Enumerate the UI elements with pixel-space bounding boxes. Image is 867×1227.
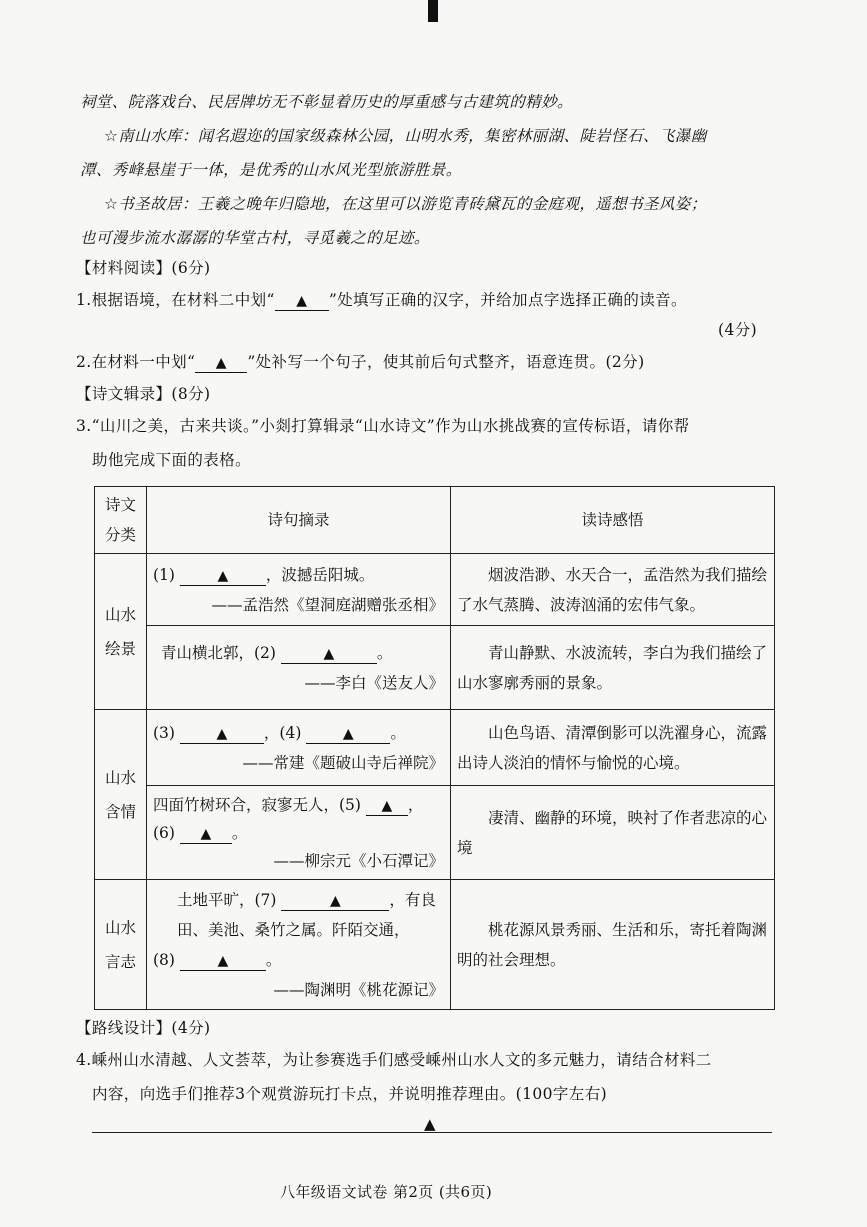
header-insight: 读诗感悟 bbox=[451, 487, 775, 554]
section-heading-route: 【路线设计】(4分) bbox=[76, 1019, 211, 1037]
poem-table bbox=[94, 486, 775, 1010]
table-row bbox=[95, 710, 775, 786]
table-row bbox=[95, 880, 775, 1010]
question-3-line-2: 助他完成下面的表格。 bbox=[92, 451, 252, 469]
answer-blank[interactable] bbox=[180, 566, 266, 586]
triangle-icon: ▲ bbox=[330, 892, 341, 909]
answer-blank[interactable] bbox=[281, 644, 377, 664]
section-heading-poems: 【诗文辑录】(8分) bbox=[76, 385, 211, 403]
poem-source: ——柳宗元《小石潭记》 bbox=[273, 851, 444, 870]
table-row bbox=[95, 786, 775, 880]
table-row bbox=[95, 554, 775, 626]
triangle-icon: ▲ bbox=[323, 645, 335, 662]
page-footer: 八年级语文试卷 第2页 (共6页) bbox=[280, 1183, 493, 1201]
triangle-icon: ▲ bbox=[200, 825, 212, 842]
triangle-icon: ▲ bbox=[424, 1115, 436, 1133]
triangle-icon: ▲ bbox=[296, 293, 308, 309]
triangle-icon: ▲ bbox=[216, 725, 228, 742]
q1-suffix: ”处填写正确的汉字，并给加点字选择正确的读音。 bbox=[328, 291, 687, 309]
insight-cell: 烟波浩渺、水天合一，孟浩然为我们描绘了水气蒸腾、波涛汹涌的宏伟气象。 bbox=[451, 554, 775, 626]
triangle-icon: ▲ bbox=[217, 952, 229, 969]
table-row bbox=[95, 626, 775, 710]
top-registration-mark bbox=[428, 0, 438, 22]
poem-source: ——孟浩然《望洞庭湖赠张丞相》 bbox=[211, 595, 444, 614]
triangle-icon: ▲ bbox=[381, 797, 393, 814]
excerpt-cell: 四面竹树环合，寂寥无人，(5) ▲ ， (6) ▲ 。 ——柳宗元《小石潭记》 bbox=[147, 786, 451, 880]
nanshan-line-1: ☆南山水库：闻名遐迩的国家级森林公园，山明水秀，集密林丽湖、陡岩怪石、飞瀑幽 bbox=[104, 127, 707, 145]
category-emotion: 山水含情 bbox=[95, 710, 147, 880]
question-2 bbox=[76, 352, 645, 373]
table-header-row bbox=[95, 487, 775, 554]
answer-blank[interactable] bbox=[275, 291, 329, 311]
q1-score: (4分) bbox=[718, 321, 758, 339]
answer-line[interactable] bbox=[92, 1132, 772, 1133]
answer-blank[interactable] bbox=[366, 796, 408, 816]
excerpt-cell: 青山横北郭，(2) ▲ 。 ——李白《送友人》 bbox=[147, 626, 451, 710]
shusheng-line-2: 也可漫步流水潺潺的华堂古村，寻觅羲之的足迹。 bbox=[80, 229, 430, 247]
excerpt-cell: (1) ▲ ，波撼岳阳城。 ——孟浩然《望洞庭湖赠张丞相》 bbox=[147, 554, 451, 626]
header-category: 诗文分类 bbox=[95, 487, 147, 554]
poem-source: ——李白《送友人》 bbox=[304, 673, 444, 692]
category-aspiration: 山水言志 bbox=[95, 880, 147, 1010]
insight-cell: 青山静默、水波流转，李白为我们描绘了山水寥廓秀丽的景象。 bbox=[451, 626, 775, 710]
answer-blank[interactable] bbox=[281, 891, 389, 911]
answer-blank[interactable] bbox=[195, 353, 247, 373]
poem-source: ——陶渊明《桃花源记》 bbox=[273, 980, 444, 999]
excerpt-cell: 土地平旷，(7) ▲ ，有良田、美池、桑竹之属。阡陌交通， (8) ▲ 。 ——陶渊明《桃花源记》 bbox=[147, 880, 451, 1010]
answer-blank[interactable] bbox=[180, 824, 232, 844]
insight-cell: 桃花源风景秀丽、生活和乐，寄托着陶渊明的社会理想。 bbox=[451, 880, 775, 1010]
nanshan-line-2: 潭、秀峰悬崖于一体，是优秀的山水风光型旅游胜景。 bbox=[80, 161, 462, 179]
shusheng-line-1: ☆书圣故居：王羲之晚年归隐地，在这里可以游览青砖黛瓦的金庭观，遥想书圣风姿； bbox=[104, 195, 707, 213]
question-4-line-1: 4.嵊州山水清越、人文荟萃，为让参赛选手们感受嵊州山水人文的多元魅力，请结合材料二 bbox=[76, 1051, 712, 1069]
section-heading-reading: 【材料阅读】(6分) bbox=[76, 259, 211, 277]
answer-blank[interactable] bbox=[306, 724, 390, 744]
insight-cell: 山色鸟语、清潭倒影可以洗濯身心，流露出诗人淡泊的情怀与愉悦的心境。 bbox=[451, 710, 775, 786]
category-scenery: 山水绘景 bbox=[95, 554, 147, 710]
question-3-line-1: 3.“山川之美，古来共谈。”小剡打算辑录“山水诗文”作为山水挑战赛的宣传标语，请你帮 bbox=[76, 417, 690, 435]
header-excerpt: 诗句摘录 bbox=[147, 487, 451, 554]
question-1 bbox=[76, 290, 687, 311]
answer-blank[interactable] bbox=[180, 951, 266, 971]
triangle-icon: ▲ bbox=[217, 567, 229, 584]
insight-cell: 凄清、幽静的环境，映衬了作者悲凉的心境 bbox=[451, 786, 775, 880]
question-4-line-2: 内容，向选手们推荐3个观赏游玩打卡点，并说明推荐理由。(100字左右) bbox=[92, 1085, 608, 1103]
q2-prefix: 2.在材料一中划“ bbox=[76, 353, 196, 371]
excerpt-cell: (3) ▲ ，(4) ▲ 。 ——常建《题破山寺后禅院》 bbox=[147, 710, 451, 786]
q2-suffix: ”处补写一个句子，使其前后句式整齐，语意连贯。(2分) bbox=[247, 353, 645, 371]
poem-source: ——常建《题破山寺后禅院》 bbox=[242, 753, 444, 772]
triangle-icon: ▲ bbox=[215, 355, 227, 371]
intro-line: 祠堂、院落戏台、民居牌坊无不彰显着历史的厚重感与古建筑的精妙。 bbox=[80, 93, 573, 111]
q1-prefix: 1.根据语境，在材料二中划“ bbox=[76, 291, 275, 309]
answer-blank[interactable] bbox=[180, 724, 264, 744]
triangle-icon: ▲ bbox=[342, 725, 354, 742]
